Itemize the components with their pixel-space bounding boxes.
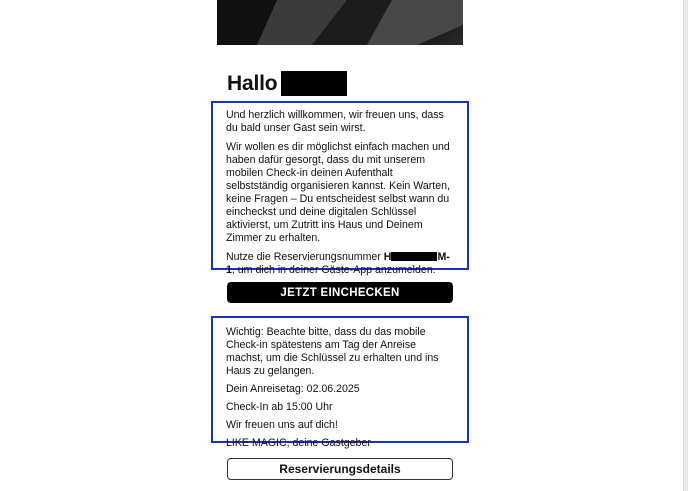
redacted-reservation — [391, 252, 437, 261]
header-image — [217, 0, 463, 45]
redacted-name — [281, 71, 347, 96]
greeting-text: Hallo — [227, 71, 278, 95]
checkin-info-text: Wir wollen es dir möglichst einfach machen und haben dafür gesorgt, dass du mit unserem mobilen Check-in deinen Aufenthalt selbstständig organisieren kannst. Kein Warten, keine Fragen – Du entscheidest selbst wann du eincheckst und deine digitalen Schlüssel aktivierst, um Zutritt ins Haus und Deinem Zimmer zu erhalten. — [226, 141, 450, 244]
welcome-box — [211, 101, 469, 276]
checkin-time: Check-In ab 15:00 Uhr — [226, 401, 333, 413]
reservation-number-start: H — [383, 251, 392, 263]
welcome-text: Und herzlich willkommen, wir freuen uns, dass du bald unser Gast sein wirst. — [226, 109, 444, 134]
scrollbar[interactable] — [683, 0, 688, 491]
important-info-box — [211, 316, 469, 449]
reservation-number-end: M-1 — [226, 251, 450, 276]
checkin-now-button[interactable]: JETZT EINCHECKEN — [227, 282, 453, 303]
arrival-date: Dein Anreisetag: 02.06.2025 — [226, 383, 360, 395]
reservation-prefix: Nutze die Reservierungsnummer — [226, 251, 384, 263]
important-notice: Wichtig: Beachte bitte, dass du das mobile Check-in spätestens am Tag der Anreise machst, um die Schlüssel zu erhalten und ins Haus zu gelangen. — [226, 326, 439, 377]
greeting-heading — [227, 71, 347, 96]
reservation-suffix: , um dich in deiner Gäste-App anzumelden. — [231, 264, 436, 276]
signature-text: LIKE MAGIC, deine Gastgeber — [226, 437, 371, 449]
reservation-text — [226, 251, 454, 277]
reservation-details-button[interactable]: Reservierungsdetails — [227, 458, 453, 480]
looking-forward-text: Wir freuen uns auf dich! — [226, 419, 338, 431]
